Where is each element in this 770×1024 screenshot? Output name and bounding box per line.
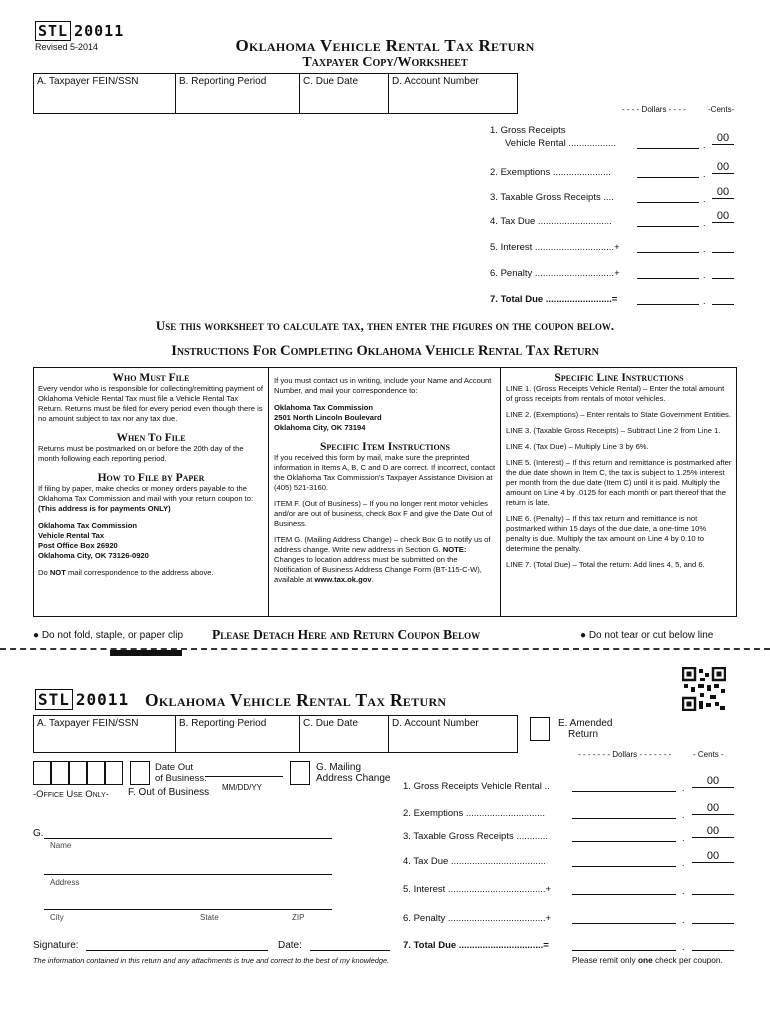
- remit-note: Please remit only one check per coupon.: [572, 955, 723, 965]
- signature-label: Signature:: [33, 940, 79, 951]
- city-label: City: [50, 913, 64, 922]
- ws-line-5-cents[interactable]: [712, 238, 734, 253]
- name-label: Name: [50, 841, 72, 850]
- out-of-business-checkbox[interactable]: [130, 761, 150, 785]
- line-instr-7: LINE 7. (Total Due) – Total the return: Add lines 4, 5, and 6.: [506, 560, 705, 569]
- ws-line-2: 2. Exemptions ......................: [490, 167, 611, 178]
- item-p2: ITEM F. (Out of Business) – If you no longer rent motor vehicles and/or are out of business, check Box F and give the Date Out of Business.: [274, 499, 493, 528]
- ws-line-3: 3. Taxable Gross Receipts ....: [490, 192, 614, 203]
- ws-line-4-cents[interactable]: 00: [712, 210, 734, 223]
- specific-item-head: Specific Item Instructions: [319, 441, 450, 453]
- c-line-1: 1. Gross Receipts Vehicle Rental ..: [403, 781, 550, 792]
- address-field[interactable]: [44, 862, 332, 875]
- coupon-title: Oklahoma Vehicle Rental Tax Return: [145, 690, 447, 710]
- ws-line-4: 4. Tax Due ............................: [490, 216, 612, 227]
- g-label: G.: [33, 828, 44, 839]
- c-line-2-dollars[interactable]: [572, 808, 676, 819]
- detach-left: ● Do not fold, staple, or paper clip: [33, 630, 184, 641]
- revised-date: Revised 5-2014: [35, 42, 99, 52]
- when-text: Returns must be postmarked on or before the 20th day of the month following each reporting period.: [38, 444, 244, 463]
- c-line-4-cents[interactable]: 00: [692, 850, 734, 863]
- coupon-cents-label: - Cents -: [693, 750, 724, 759]
- detach-center: Please Detach Here and Return Coupon Below: [212, 627, 481, 642]
- c-line-3-cents[interactable]: 00: [692, 825, 734, 838]
- form-subtitle: Taxpayer Copy/Worksheet: [302, 55, 468, 70]
- website-link[interactable]: www.tax.ok.gov: [314, 575, 372, 584]
- coupon-period-box[interactable]: B. Reporting Period: [175, 715, 299, 753]
- ws-line-1-cents[interactable]: 00: [712, 132, 734, 145]
- account-box[interactable]: D. Account Number: [388, 73, 518, 114]
- date-out-label: Date Out of Business:: [155, 762, 207, 784]
- date-out-field[interactable]: [205, 775, 283, 777]
- form-code: STL 20011: [35, 22, 124, 40]
- ws-line-5: 5. Interest ..............................+: [490, 242, 620, 253]
- item-p3: ITEM G. (Mailing Address Change) – check Box G to notify us of address change. Write new address in Section G. NOTE: Changes to location address must be submitted on the Notification of Business Address Change Form (BT-115-C-W), available at www.tax.ok.gov.: [274, 535, 491, 584]
- tear-marker: [110, 650, 182, 656]
- c-line-7: 7. Total Due ................................=: [403, 940, 549, 951]
- ws-line-1-dollars[interactable]: [637, 138, 699, 149]
- certification-text: The information contained in this return and any attachments is true and correct to the best of my knowledge.: [33, 956, 390, 965]
- divider: [268, 367, 269, 617]
- c-line-2-cents[interactable]: 00: [692, 802, 734, 815]
- how-text: If filing by paper, make checks or money orders payable to the Oklahoma Tax Commission and mail with your return coupon to: (This address is for payments ONLY): [38, 484, 254, 513]
- c-line-5: 5. Interest .....................................+: [403, 884, 552, 895]
- when-head: When To File: [116, 432, 186, 444]
- out-of-business-label: F. Out of Business: [128, 787, 210, 798]
- c-line-5-cents[interactable]: [692, 880, 734, 895]
- instructions-title: Instructions For Completing Oklahoma Vehicle Rental Tax Return: [171, 343, 599, 359]
- coupon-form-code: STL 20011: [35, 690, 129, 709]
- office-box-5: [105, 761, 123, 785]
- ws-line-7-dollars[interactable]: [637, 294, 699, 305]
- amended-checkbox[interactable]: [530, 717, 550, 741]
- who-text: Every vendor who is responsible for collecting/remitting payment of Oklahoma Vehicle Rental Tax must file a Vehicle Rental Tax Return. Returns must be filed for every period even though there is no amount subject to tax nor any tax due.: [38, 384, 263, 423]
- who-head: Who Must File: [112, 372, 190, 384]
- due-date-box[interactable]: C. Due Date: [299, 73, 388, 114]
- mailing-change-checkbox[interactable]: [290, 761, 310, 785]
- ws-line-5-dollars[interactable]: [637, 242, 699, 253]
- signature-field[interactable]: [86, 940, 268, 951]
- amended-label: E. Amended Return: [558, 718, 613, 740]
- detach-right: ● Do not tear or cut below line: [580, 630, 714, 641]
- zip-label: ZIP: [292, 913, 305, 922]
- office-box-2: [51, 761, 69, 785]
- ws-line-3-cents[interactable]: 00: [712, 186, 734, 199]
- coupon-fein-box[interactable]: A. Taxpayer FEIN/SSN: [33, 715, 175, 753]
- office-use-label: -Office Use Only-: [33, 789, 109, 800]
- ws-line-4-dollars[interactable]: [637, 216, 699, 227]
- worksheet-note: Use this worksheet to calculate tax, then enter the figures on the coupon below.: [155, 318, 615, 333]
- line-instr-2: LINE 2. (Exemptions) – Enter rentals to State Government Entities.: [506, 410, 731, 419]
- ws-line-1: 1. Gross Receipts: [490, 125, 566, 136]
- ws-line-6-dollars[interactable]: [637, 268, 699, 279]
- mail-note: Do NOT mail correspondence to the address above.: [38, 568, 214, 577]
- c-line-1-dollars[interactable]: [572, 781, 676, 792]
- line-instr-4: LINE 4. (Tax Due) – Multiply Line 3 by 6%.: [506, 442, 649, 451]
- address-label: Address: [50, 878, 80, 887]
- how-head: How to File by Paper: [97, 472, 205, 484]
- dollars-label: - - - - Dollars - - - -: [622, 105, 686, 114]
- ws-line-3-dollars[interactable]: [637, 192, 699, 203]
- date-label: Date:: [278, 940, 302, 951]
- c-line-3-dollars[interactable]: [572, 831, 676, 842]
- c-line-4-dollars[interactable]: [572, 856, 676, 867]
- line-instr-1: LINE 1. (Gross Receipts Vehicle Rental) – Enter the total amount of gross receipts from rentals of motor vehicles.: [506, 384, 725, 403]
- city-state-zip-field[interactable]: [44, 897, 332, 910]
- divider: [500, 367, 501, 617]
- item-p1: If you received this form by mail, make sure the preprinted information in Items A, B, C and D are correct. If incorrect, contact the Oklahoma Tax Commission's Taxpayer Assistance Division at (405) 521-3160.: [274, 453, 496, 492]
- c-line-2: 2. Exemptions ..............................: [403, 808, 546, 819]
- form-title: Oklahoma Vehicle Rental Tax Return: [235, 36, 535, 55]
- period-box[interactable]: B. Reporting Period: [175, 73, 299, 114]
- line-instr-3: LINE 3. (Taxable Gross Receipts) – Subtract Line 2 from Line 1.: [506, 426, 721, 435]
- ws-line-2-cents[interactable]: 00: [712, 161, 734, 174]
- contact-address: Oklahoma Tax Commission 2501 North Lincoln Boulevard Oklahoma City, OK 73194: [274, 403, 382, 432]
- contact-text: If you must contact us in writing, include your Name and Account Number, and mail your correspondence to:: [274, 376, 492, 395]
- specific-line-head: Specific Line Instructions: [554, 372, 684, 384]
- ws-line-7-cents[interactable]: [712, 290, 734, 305]
- bullet-icon: ●: [33, 630, 40, 641]
- ws-line-2-dollars[interactable]: [637, 167, 699, 178]
- ws-line-6: 6. Penalty ..............................+: [490, 268, 620, 279]
- c-line-5-dollars[interactable]: [572, 884, 676, 895]
- office-box-4: [87, 761, 105, 785]
- instructions-col-1: [38, 372, 264, 578]
- date-field[interactable]: [310, 940, 390, 951]
- payment-address: Oklahoma Tax Commission Vehicle Rental Tax Post Office Box 26920 Oklahoma City, OK 73126-0920: [38, 521, 149, 560]
- date-format: MM/DD/YY: [222, 783, 262, 792]
- c-line-7-dollars[interactable]: [572, 940, 676, 951]
- ws-line-7: 7. Total Due .........................=: [490, 294, 618, 305]
- line-instr-5: LINE 5. (Interest) – If this return and remittance is postmarked after the due date shown in Item C, the tax is subject to 1.25% interest per month from the due date (Item C) until it is paid. Multiply the amount on Line 4 by .0125 for each month or part thereof that the return is late.: [506, 458, 732, 507]
- coupon-account-box[interactable]: D. Account Number: [388, 715, 518, 753]
- office-box-1: [33, 761, 51, 785]
- c-line-6-dollars[interactable]: [572, 913, 676, 924]
- c-line-6-cents[interactable]: [692, 909, 734, 924]
- line-instr-6: LINE 6. (Penalty) – If this tax return and remittance is not postmarked within 15 days of the due date, a one-time 10% penalty is due. Multiply the tax amount on Line 4 by 0.10 to determine the penalty.: [506, 514, 707, 553]
- name-field[interactable]: [44, 826, 332, 839]
- c-line-4: 4. Tax Due ....................................: [403, 856, 546, 867]
- coupon-due-date-box[interactable]: C. Due Date: [299, 715, 388, 753]
- coupon-dollars-label: - - - - - - - Dollars - - - - - - -: [578, 750, 672, 759]
- fein-box[interactable]: A. Taxpayer FEIN/SSN: [33, 73, 175, 114]
- ws-line-1-label2: Vehicle Rental ..................: [505, 138, 616, 149]
- office-box-3: [69, 761, 87, 785]
- cents-label: -Cents-: [708, 105, 735, 114]
- instructions-col-2: [274, 376, 496, 585]
- c-line-6: 6. Penalty .....................................+: [403, 913, 552, 924]
- taxpayer-info-boxes: [33, 73, 518, 114]
- c-line-1-cents[interactable]: 00: [692, 775, 734, 788]
- c-line-3: 3. Taxable Gross Receipts ............: [403, 831, 549, 842]
- c-line-7-cents[interactable]: [692, 936, 734, 951]
- state-label: State: [200, 913, 219, 922]
- ws-line-6-cents[interactable]: [712, 264, 734, 279]
- instructions-col-3: [506, 372, 732, 570]
- qr-code-icon: [682, 667, 726, 711]
- bullet-icon: ●: [580, 630, 587, 641]
- coupon-info-boxes: [33, 715, 518, 753]
- mailing-change-label: G. Mailing Address Change: [316, 762, 391, 784]
